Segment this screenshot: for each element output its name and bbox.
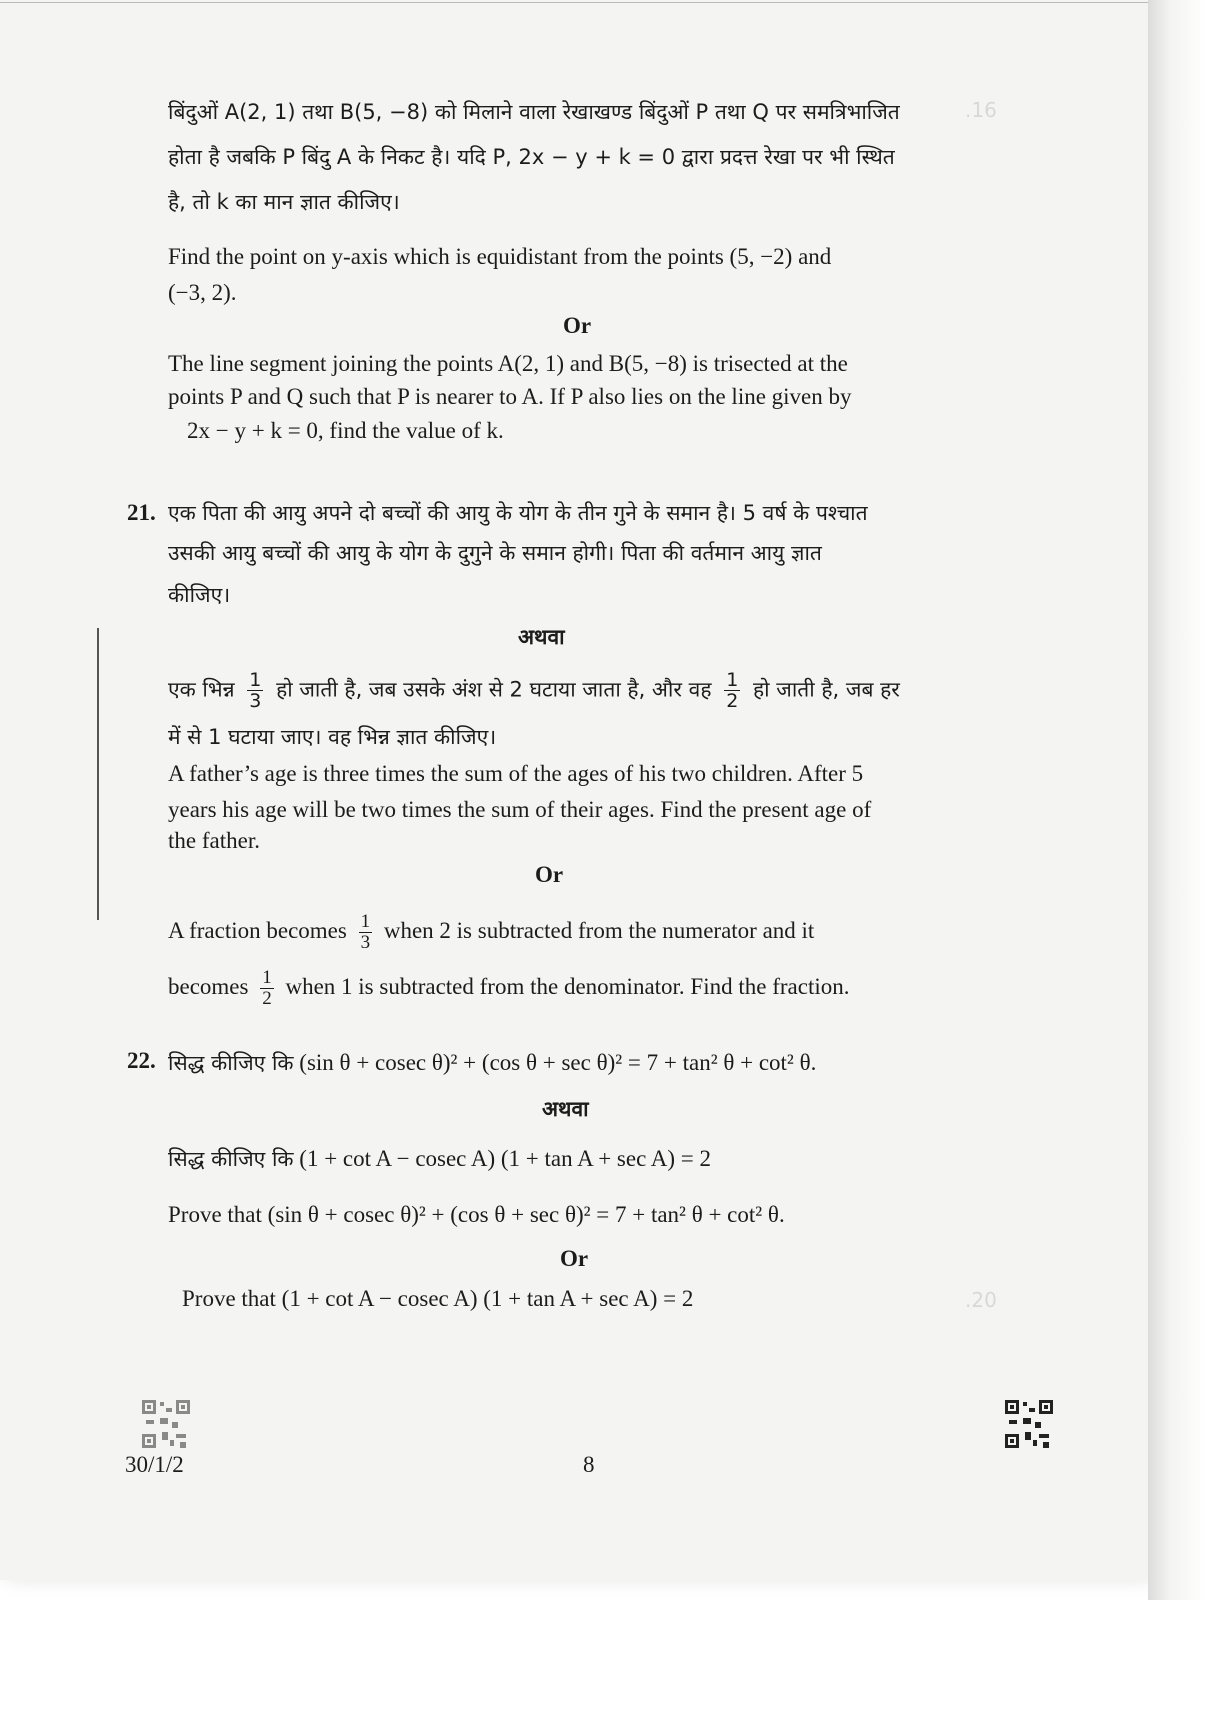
question-number: 21. (127, 500, 156, 525)
q21-english-line: the father. (168, 828, 260, 853)
q20-english-or-line: The line segment joining the points A(2, 1) and B(5, −8) is trisected at the (168, 351, 848, 376)
paper-code: 30/1/2 (125, 1452, 184, 1477)
bleed-through-mark: .16 (965, 98, 997, 122)
text-fragment: A fraction becomes (168, 917, 347, 943)
fraction (724, 670, 740, 711)
text-fragment: सिद्ध कीजिए कि (168, 1051, 294, 1075)
fraction-numerator: 1 (249, 669, 262, 691)
q20-hindi-line: होता है जबकि P बिंदु A के निकट है। यदि P, 2x − y + k = 0 द्वारा प्रदत्त रेखा पर भी स्थित (168, 145, 895, 169)
q22-english-or-line (182, 1282, 693, 1316)
text-fragment: becomes (168, 973, 249, 999)
text-fragment: when 1 is subtracted from the denominator. Find the fraction. (285, 973, 850, 999)
q21-english-or-line (168, 912, 814, 953)
fraction-denominator: 3 (249, 690, 262, 712)
page-shadow-edge (1148, 0, 1205, 1600)
margin-mark (97, 628, 99, 920)
q21-hindi-or-line (168, 670, 900, 711)
q21-english-line: years his age will be two times the sum of their ages. Find the present age of (168, 797, 872, 822)
text-fragment: हो जाती है, जब उसके अंश से 2 घटाया जाता है, और वह (276, 677, 712, 702)
q20-english-or-line: points P and Q such that P is nearer to A. If P also lies on the line given by (168, 384, 852, 409)
q20-english-or-line: 2x − y + k = 0, find the value of k. (187, 418, 504, 443)
fraction-denominator: 2 (726, 690, 739, 712)
q21-english-line: A father’s age is three times the sum of the ages of his two children. After 5 (168, 761, 864, 786)
q21-hindi-line: एक पिता की आयु अपने दो बच्चों की आयु के योग के तीन गुने के समान है। 5 वर्ष के पश्चात (168, 501, 868, 525)
fraction-numerator: 1 (262, 967, 272, 988)
q20-hindi-line: है, तो k का मान ज्ञात कीजिए। (168, 190, 400, 214)
athva-separator: अथवा (518, 625, 565, 649)
q22-english-line (168, 1198, 785, 1232)
text-fragment: Prove that (182, 1286, 276, 1311)
or-separator: Or (535, 862, 564, 887)
text-fragment: सिद्ध कीजिए कि (168, 1147, 294, 1171)
equation: (sin θ + cosec θ)² + (cos θ + sec θ)² = 7 + tan² θ + cot² θ. (267, 1202, 785, 1227)
equation: (1 + cot A − cosec A) (1 + tan A + sec A) = 2 (281, 1286, 694, 1311)
q21-hindi-line: उसकी आयु बच्चों की आयु के योग के दुगुने के समान होगी। पिता की वर्तमान आयु ज्ञात (168, 541, 822, 565)
athva-separator: अथवा (542, 1097, 589, 1121)
text-fragment: एक भिन्न (168, 677, 235, 702)
equation: (sin θ + cosec θ)² + (cos θ + sec θ)² = 7 + tan² θ + cot² θ. (299, 1050, 817, 1075)
question-number: 22. (127, 1048, 156, 1073)
q20-hindi-line: बिंदुओं A(2, 1) तथा B(5, −8) को मिलाने वाला रेखाखण्ड बिंदुओं P तथा Q पर समत्रिभाजित (168, 100, 900, 124)
q22-hindi-line (168, 1046, 816, 1080)
fraction (247, 670, 263, 711)
q21-hindi-line: कीजिए। (168, 583, 231, 607)
fraction-numerator: 1 (726, 669, 739, 691)
q20-english-line: Find the point on y-axis which is equidistant from the points (5, −2) and (168, 244, 832, 269)
page-number: 8 (583, 1452, 595, 1477)
page-top-border (0, 2, 1148, 3)
bleed-through-mark: .20 (965, 1288, 997, 1312)
fraction (260, 968, 274, 1009)
qr-code-icon (1005, 1400, 1053, 1448)
or-separator: Or (560, 1246, 589, 1271)
q20-english-line: (−3, 2). (168, 280, 237, 305)
q21-english-or-line (168, 968, 849, 1009)
fraction (359, 912, 373, 953)
equation: (1 + cot A − cosec A) (1 + tan A + sec A) = 2 (299, 1146, 712, 1171)
text-fragment: Prove that (168, 1202, 262, 1227)
q22-hindi-or-line (168, 1142, 711, 1176)
fraction-denominator: 3 (360, 932, 371, 953)
q21-hindi-or-line: में से 1 घटाया जाए। वह भिन्न ज्ञात कीजिए। (168, 725, 497, 749)
or-separator: Or (563, 313, 592, 338)
fraction-numerator: 1 (360, 911, 371, 932)
qr-code-icon (142, 1400, 190, 1448)
text-fragment: हो जाती है, जब हर (752, 677, 900, 702)
text-fragment: when 2 is subtracted from the numerator and it (383, 917, 815, 943)
fraction-denominator: 2 (262, 988, 272, 1009)
